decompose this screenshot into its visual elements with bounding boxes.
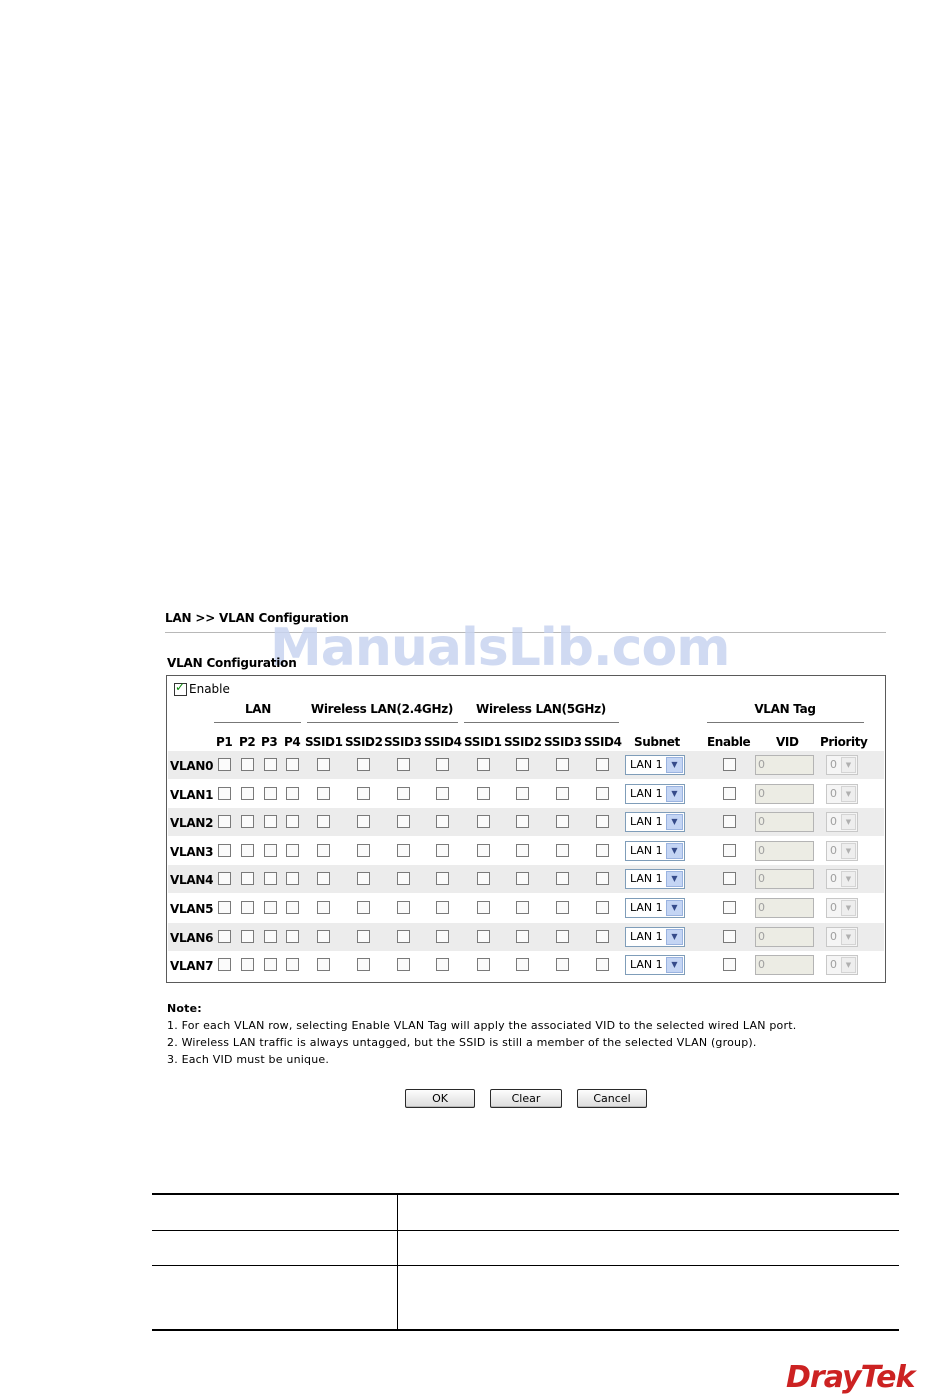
chevron-down-icon[interactable]: ▼	[666, 757, 683, 773]
subnet-select[interactable]	[625, 927, 685, 947]
checkbox-w5-ssid2[interactable]	[516, 815, 529, 828]
vlan-row	[168, 751, 884, 779]
checkbox-p4[interactable]	[286, 958, 299, 971]
ok-button[interactable]: OK	[405, 1089, 475, 1108]
vlan-row	[168, 808, 884, 836]
vlan-row-label: VLAN0	[170, 759, 214, 773]
checkbox-p2[interactable]	[241, 901, 254, 914]
vlan-row-label: VLAN6	[170, 930, 214, 945]
checkbox-w24-ssid2[interactable]	[357, 901, 370, 914]
checkbox-w24-ssid1[interactable]	[317, 787, 330, 800]
group-header-lan: LAN	[244, 702, 272, 716]
vid-input[interactable]	[755, 927, 814, 947]
checkbox-w5-ssid1[interactable]	[477, 815, 490, 828]
checkbox-p4[interactable]	[286, 787, 299, 800]
checkbox-w24-ssid1[interactable]	[317, 930, 330, 943]
subnet-select[interactable]	[625, 898, 685, 918]
description-table	[152, 1193, 899, 1331]
chevron-down-icon[interactable]: ▼	[666, 786, 683, 802]
subnet-value: LAN 1	[630, 786, 663, 800]
subnet-select[interactable]	[625, 955, 685, 975]
group-header-vlan-tag: VLAN Tag	[754, 702, 816, 716]
checkbox-w5-ssid2[interactable]	[516, 844, 529, 857]
checkbox-tag-enable[interactable]	[723, 958, 736, 971]
checkbox-p3[interactable]	[264, 815, 277, 828]
checkbox-p3[interactable]	[264, 901, 277, 914]
checkbox-w5-ssid4[interactable]	[596, 815, 609, 828]
priority-select[interactable]	[826, 898, 858, 918]
chevron-down-icon[interactable]: ▼	[841, 900, 856, 916]
priority-value: 0	[830, 843, 837, 857]
checkbox-w24-ssid3[interactable]	[397, 901, 410, 914]
checkbox-w5-ssid3[interactable]	[556, 815, 569, 828]
vid-value: 0	[758, 901, 765, 914]
chevron-down-icon[interactable]: ▼	[841, 871, 856, 887]
checkbox-w5-ssid2[interactable]	[516, 930, 529, 943]
subnet-select[interactable]	[625, 812, 685, 832]
checkbox-w5-ssid4[interactable]	[596, 844, 609, 857]
checkbox-w5-ssid2[interactable]	[516, 872, 529, 885]
checkbox-w24-ssid1[interactable]	[317, 815, 330, 828]
checkbox-p2[interactable]	[241, 815, 254, 828]
table-divider	[152, 1230, 899, 1231]
checkbox-w5-ssid3[interactable]	[556, 844, 569, 857]
priority-select[interactable]	[826, 927, 858, 947]
notes	[167, 1000, 796, 1068]
breadcrumb: LAN >> VLAN Configuration	[165, 611, 349, 625]
checkbox-p4[interactable]	[286, 758, 299, 771]
priority-value: 0	[830, 786, 837, 800]
checkbox-p1[interactable]	[218, 930, 231, 943]
priority-value: 0	[830, 901, 837, 914]
col-w5-ssid2: SSID2	[504, 735, 542, 749]
checkbox-w24-ssid3[interactable]	[397, 930, 410, 943]
checkbox-w24-ssid4[interactable]	[436, 872, 449, 885]
checkbox-w24-ssid4[interactable]	[436, 844, 449, 857]
vid-value: 0	[758, 872, 765, 886]
checkbox-p1[interactable]	[218, 901, 231, 914]
priority-select[interactable]	[826, 755, 858, 775]
checkbox-w24-ssid1[interactable]	[317, 758, 330, 771]
priority-value: 0	[830, 958, 837, 972]
watermark: ManualsLib.com	[270, 618, 730, 678]
checkbox-w5-ssid4[interactable]	[596, 872, 609, 885]
group-header-wlan24: Wireless LAN(2.4GHz)	[310, 702, 454, 716]
group-rule-lan	[214, 722, 301, 723]
checkbox-w5-ssid1[interactable]	[477, 872, 490, 885]
checkbox-p2[interactable]	[241, 787, 254, 800]
subnet-value: LAN 1	[630, 843, 663, 857]
checkbox-tag-enable[interactable]	[723, 844, 736, 857]
chevron-down-icon[interactable]: ▼	[841, 786, 856, 802]
checkbox-w5-ssid4[interactable]	[596, 930, 609, 943]
vlan-row-label: VLAN4	[170, 873, 214, 888]
checkbox-p1[interactable]	[218, 787, 231, 800]
checkbox-w5-ssid3[interactable]	[556, 758, 569, 771]
enable-checkbox[interactable]	[174, 679, 187, 696]
col-w24-ssid3: SSID3	[384, 735, 422, 749]
col-w5-ssid4: SSID4	[584, 735, 622, 749]
checkbox-w5-ssid1[interactable]	[477, 930, 490, 943]
checkbox-w5-ssid4[interactable]	[596, 901, 609, 914]
vid-value: 0	[758, 958, 765, 972]
priority-select[interactable]	[826, 841, 858, 861]
group-rule-wlan24	[307, 722, 458, 723]
checkbox-p1[interactable]	[218, 872, 231, 885]
checkbox-w5-ssid4[interactable]	[596, 787, 609, 800]
chevron-down-icon[interactable]: ▼	[841, 814, 856, 830]
priority-select[interactable]	[826, 812, 858, 832]
col-tag-enable: Enable	[707, 735, 751, 749]
subnet-select[interactable]	[625, 841, 685, 861]
col-p3: P3	[261, 735, 278, 749]
checkbox-w24-ssid4[interactable]	[436, 815, 449, 828]
checkbox-p3[interactable]	[264, 844, 277, 857]
checkbox-w5-ssid2[interactable]	[516, 958, 529, 971]
checkbox-w24-ssid2[interactable]	[357, 815, 370, 828]
checkbox-w24-ssid3[interactable]	[397, 787, 410, 800]
checkmark-icon: ✓	[175, 679, 186, 694]
vlan-row	[168, 894, 884, 922]
checkbox-w24-ssid4[interactable]	[436, 758, 449, 771]
chevron-down-icon[interactable]: ▼	[666, 957, 683, 973]
checkbox-p4[interactable]	[286, 930, 299, 943]
vid-input[interactable]	[755, 784, 814, 804]
priority-select[interactable]	[826, 869, 858, 889]
checkbox-tag-enable[interactable]	[723, 787, 736, 800]
checkbox-p1[interactable]	[218, 844, 231, 857]
enable-label: Enable	[189, 682, 230, 696]
checkbox-w24-ssid1[interactable]	[317, 958, 330, 971]
priority-value: 0	[830, 872, 837, 886]
checkbox-p3[interactable]	[264, 872, 277, 885]
subnet-value: LAN 1	[630, 958, 663, 972]
col-w24-ssid1: SSID1	[305, 735, 343, 749]
col-p2: P2	[239, 735, 256, 749]
col-w24-ssid4: SSID4	[424, 735, 462, 749]
checkbox-p3[interactable]	[264, 930, 277, 943]
notes-title: Note:	[167, 1002, 202, 1015]
vid-value: 0	[758, 758, 765, 771]
checkbox-w24-ssid2[interactable]	[357, 844, 370, 857]
group-rule-vlan-tag	[707, 722, 864, 723]
subnet-value: LAN 1	[630, 872, 663, 886]
col-vid: VID	[776, 735, 799, 749]
checkbox-w24-ssid2[interactable]	[357, 872, 370, 885]
note-item: 2. Wireless LAN traffic is always untagged, but the SSID is still a member of the selected VLAN (group).	[167, 1036, 757, 1049]
section-title: VLAN Configuration	[167, 656, 297, 670]
vlan-row-label: VLAN7	[170, 959, 214, 974]
vlan-row-label: VLAN5	[170, 902, 214, 916]
checkbox-p2[interactable]	[241, 958, 254, 971]
note-item: 1. For each VLAN row, selecting Enable VLAN Tag will apply the associated VID to the selected wired LAN port.	[167, 1019, 797, 1032]
chevron-down-icon[interactable]: ▼	[666, 900, 683, 916]
chevron-down-icon[interactable]: ▼	[666, 814, 683, 830]
chevron-down-icon[interactable]: ▼	[841, 757, 856, 773]
priority-value: 0	[830, 758, 837, 771]
checkbox-p4[interactable]	[286, 815, 299, 828]
checkbox-p4[interactable]	[286, 901, 299, 914]
vlan-row	[168, 951, 884, 979]
checkbox-p2[interactable]	[241, 872, 254, 885]
priority-select[interactable]	[826, 784, 858, 804]
subnet-select[interactable]	[625, 784, 685, 804]
checkbox-p2[interactable]	[241, 844, 254, 857]
subnet-value: LAN 1	[630, 815, 663, 829]
checkbox-w5-ssid3[interactable]	[556, 901, 569, 914]
col-subnet: Subnet	[634, 735, 680, 749]
chevron-down-icon[interactable]: ▼	[666, 843, 683, 859]
vlan-row	[168, 923, 884, 951]
cancel-button[interactable]: Cancel	[577, 1089, 647, 1108]
checkbox-w5-ssid3[interactable]	[556, 930, 569, 943]
checkbox-w5-ssid1[interactable]	[477, 958, 490, 971]
checkbox-w24-ssid2[interactable]	[357, 758, 370, 771]
vid-input[interactable]	[755, 812, 814, 832]
checkbox-w24-ssid3[interactable]	[397, 958, 410, 971]
vid-value: 0	[758, 843, 765, 857]
checkbox-tag-enable[interactable]	[723, 930, 736, 943]
chevron-down-icon[interactable]: ▼	[841, 929, 856, 945]
checkbox-w24-ssid4[interactable]	[436, 930, 449, 943]
checkbox-w24-ssid2[interactable]	[357, 930, 370, 943]
checkbox-w24-ssid4[interactable]	[436, 901, 449, 914]
checkbox-p3[interactable]	[264, 787, 277, 800]
chevron-down-icon[interactable]: ▼	[841, 843, 856, 859]
vid-value: 0	[758, 815, 765, 829]
checkbox-w24-ssid3[interactable]	[397, 815, 410, 828]
subnet-value: LAN 1	[630, 901, 663, 914]
checkbox-w24-ssid1[interactable]	[317, 901, 330, 914]
checkbox-p2[interactable]	[241, 758, 254, 771]
col-w5-ssid3: SSID3	[544, 735, 582, 749]
chevron-down-icon[interactable]: ▼	[666, 871, 683, 887]
priority-value: 0	[830, 929, 837, 943]
table-column-divider	[397, 1195, 398, 1329]
checkbox-w24-ssid4[interactable]	[436, 787, 449, 800]
vid-input[interactable]	[755, 841, 814, 861]
checkbox-w24-ssid1[interactable]	[317, 872, 330, 885]
checkbox-w24-ssid3[interactable]	[397, 872, 410, 885]
vid-input[interactable]	[755, 755, 814, 775]
vlan-row	[168, 837, 884, 865]
subnet-select[interactable]	[625, 869, 685, 889]
priority-value: 0	[830, 815, 837, 829]
group-rule-wlan5	[464, 722, 619, 723]
vid-input[interactable]	[755, 955, 814, 975]
checkbox-w5-ssid3[interactable]	[556, 872, 569, 885]
subnet-value: LAN 1	[630, 758, 663, 771]
vlan-row	[168, 780, 884, 808]
checkbox-w5-ssid2[interactable]	[516, 901, 529, 914]
chevron-down-icon[interactable]: ▼	[666, 929, 683, 945]
checkbox-w5-ssid1[interactable]	[477, 844, 490, 857]
checkbox-tag-enable[interactable]	[723, 901, 736, 914]
checkbox-tag-enable[interactable]	[723, 815, 736, 828]
priority-select[interactable]	[826, 955, 858, 975]
checkbox-tag-enable[interactable]	[723, 758, 736, 771]
clear-button[interactable]: Clear	[490, 1089, 562, 1108]
checkbox-p3[interactable]	[264, 758, 277, 771]
checkbox-w24-ssid2[interactable]	[357, 787, 370, 800]
subnet-value: LAN 1	[630, 929, 663, 943]
checkbox-w5-ssid1[interactable]	[477, 787, 490, 800]
col-w5-ssid1: SSID1	[464, 735, 502, 749]
vid-value: 0	[758, 786, 765, 800]
col-priority: Priority	[820, 735, 868, 749]
checkbox-p1[interactable]	[218, 815, 231, 828]
table-divider	[152, 1265, 899, 1266]
vlan-row	[168, 865, 884, 893]
checkbox-w5-ssid3[interactable]	[556, 958, 569, 971]
checkbox-p2[interactable]	[241, 930, 254, 943]
vlan-row-label: VLAN2	[170, 816, 214, 831]
checkbox-w24-ssid3[interactable]	[397, 758, 410, 771]
checkbox-p4[interactable]	[286, 872, 299, 885]
checkbox-w5-ssid3[interactable]	[556, 787, 569, 800]
checkbox-w5-ssid4[interactable]	[596, 958, 609, 971]
checkbox-p1[interactable]	[218, 958, 231, 971]
checkbox-tag-enable[interactable]	[723, 872, 736, 885]
checkbox-w5-ssid4[interactable]	[596, 758, 609, 771]
checkbox-w24-ssid1[interactable]	[317, 844, 330, 857]
chevron-down-icon[interactable]: ▼	[841, 957, 856, 973]
vlan-enable-toggle[interactable]	[174, 679, 230, 696]
col-p1: P1	[216, 735, 233, 749]
checkbox-p1[interactable]	[218, 758, 231, 771]
draytek-logo: DrayTek	[786, 1360, 915, 1395]
checkbox-w5-ssid2[interactable]	[516, 758, 529, 771]
vlan-row-label: VLAN1	[170, 787, 214, 802]
vlan-row-label: VLAN3	[170, 844, 214, 859]
checkbox-w24-ssid4[interactable]	[436, 958, 449, 971]
checkbox-w5-ssid2[interactable]	[516, 787, 529, 800]
checkbox-w24-ssid2[interactable]	[357, 958, 370, 971]
subnet-select[interactable]	[625, 755, 685, 775]
checkbox-w5-ssid1[interactable]	[477, 758, 490, 771]
checkbox-w5-ssid1[interactable]	[477, 901, 490, 914]
col-p4: P4	[284, 735, 301, 749]
vid-input[interactable]	[755, 869, 814, 889]
checkbox-p4[interactable]	[286, 844, 299, 857]
vid-input[interactable]	[755, 898, 814, 918]
col-w24-ssid2: SSID2	[345, 735, 383, 749]
note-item: 3. Each VID must be unique.	[167, 1053, 330, 1066]
checkbox-p3[interactable]	[264, 958, 277, 971]
checkbox-w24-ssid3[interactable]	[397, 844, 410, 857]
vid-value: 0	[758, 929, 765, 943]
group-header-wlan5: Wireless LAN(5GHz)	[476, 702, 606, 716]
